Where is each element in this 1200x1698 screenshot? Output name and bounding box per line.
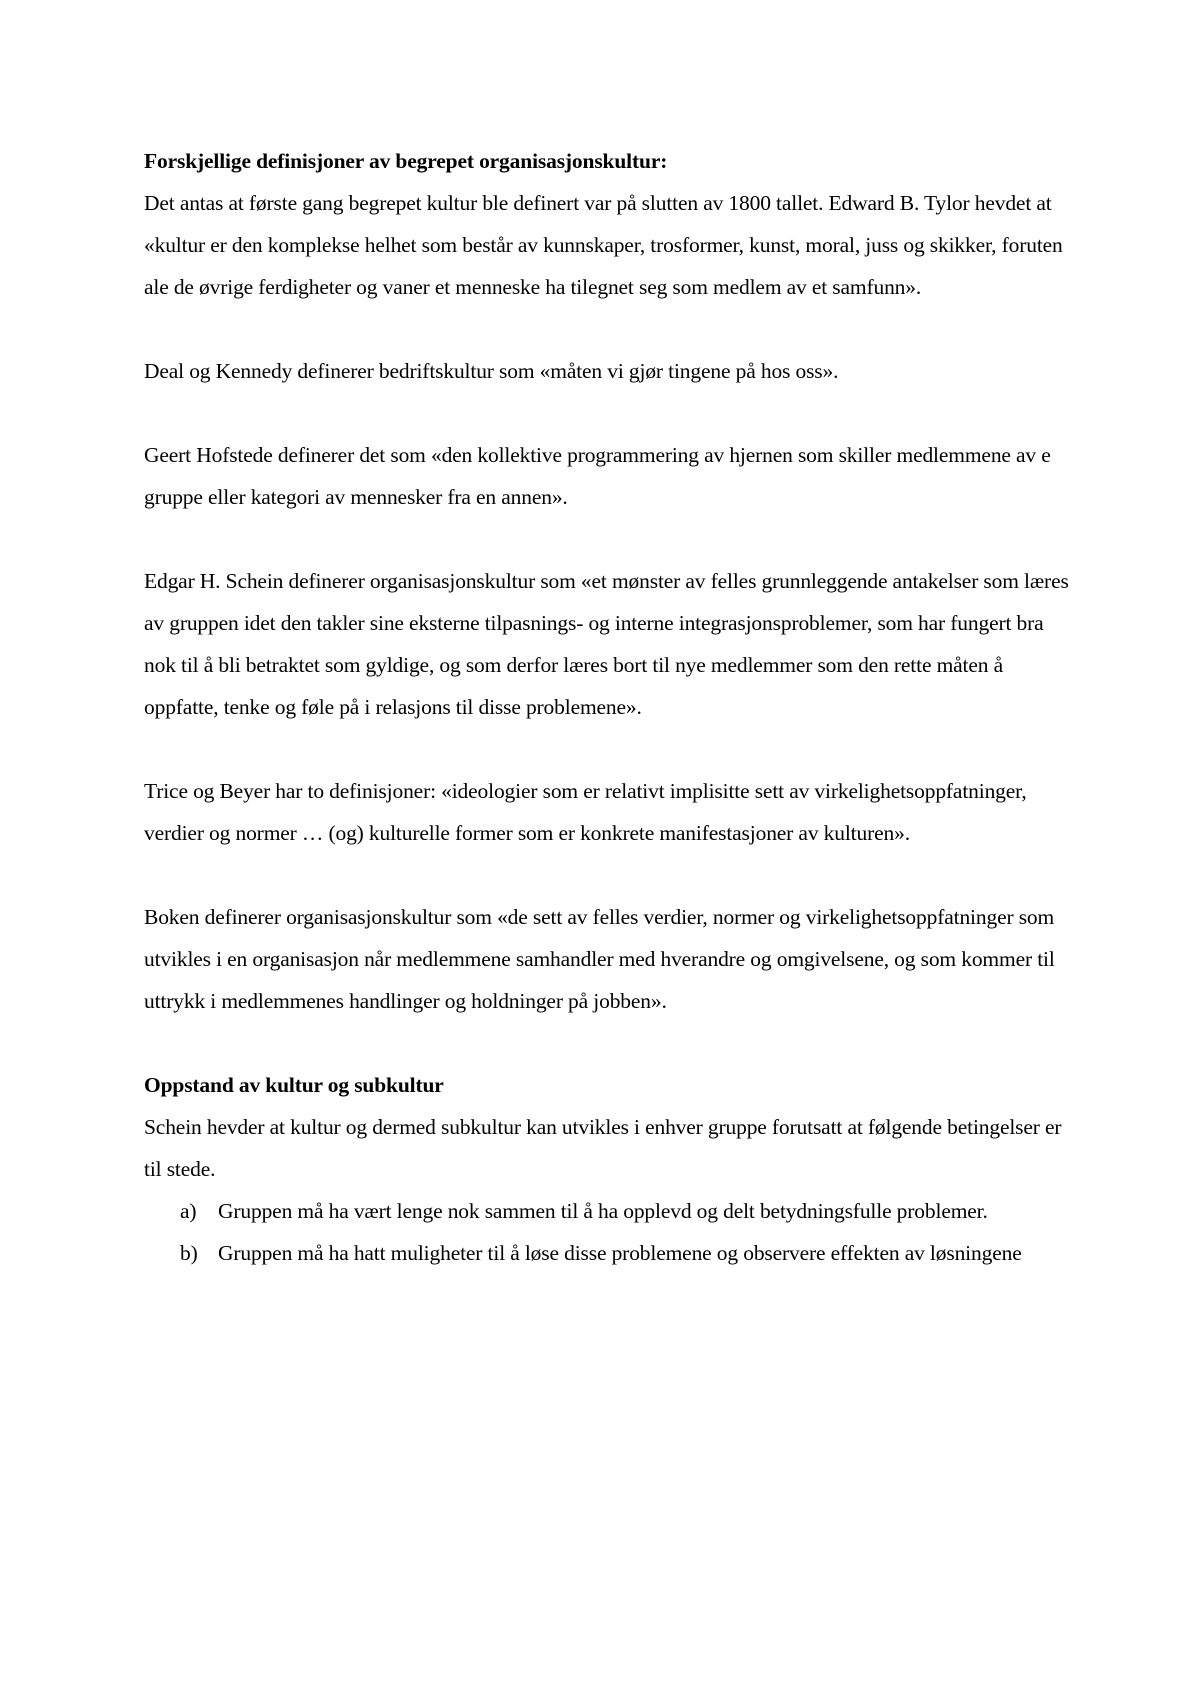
list-marker: b) (180, 1241, 198, 1265)
conditions-list (144, 1190, 1074, 1274)
paragraph-schein-intro: Schein hevder at kultur og dermed subkultur kan utvikles i enhver gruppe forutsatt at følgende betingelser er til stede. (144, 1115, 1062, 1181)
paragraph-hofstede: Geert Hofstede definerer det som «den kollektive programmering av hjernen som skiller medlemmene av e gruppe eller kategori av mennesker fra en annen». (144, 443, 1051, 509)
section-heading-definitions: Forskjellige definisjoner av begrepet organisasjonskultur: (144, 149, 668, 173)
section-heading-subculture: Oppstand av kultur og subkultur (144, 1073, 444, 1097)
list-item-text: Gruppen må ha hatt muligheter til å løse disse problemene og observere effekten av løsningene (218, 1241, 1022, 1265)
paragraph-trice-beyer: Trice og Beyer har to definisjoner: «ideologier som er relativt implisitte sett av virkelighetsoppfatninger, verdier og normer … (og) kulturelle former som er konkrete manifestasjoner av kulturen». (144, 779, 1027, 845)
paragraph-tylor: Det antas at første gang begrepet kultur ble definert var på slutten av 1800 tallet. Edward B. Tylor hevdet at «kultur er den komplekse helhet som består av kunnskaper, trosformer, kunst, moral, juss og skikker, foruten ale de øvrige ferdigheter og vaner et menneske ha tilegnet seg som medlem av et samfunn». (144, 191, 1063, 299)
paragraph-schein: Edgar H. Schein definerer organisasjonskultur som «et mønster av felles grunnleggende antakelser som læres av gruppen idet den takler sine eksterne tilpasnings- og interne integrasjonsproblemer, som har fungert bra nok til å bli betraktet som gyldige, og som derfor læres bort til nye medlemmer som den rette måten å oppfatte, tenke og føle på i relasjons til disse problemene». (144, 569, 1069, 719)
paragraph-boken: Boken definerer organisasjonskultur som «de sett av felles verdier, normer og virkelighetsoppfatninger som utvikles i en organisasjon når medlemmene samhandler med hverandre og omgivelsene, og som kommer til uttrykk i medlemmenes handlinger og holdninger på jobben». (144, 905, 1055, 1013)
document-body (144, 140, 1074, 1274)
list-item-text: Gruppen må ha vært lenge nok sammen til å ha opplevd og delt betydningsfulle problemer. (218, 1199, 988, 1223)
list-marker: a) (180, 1199, 197, 1223)
paragraph-deal-kennedy: Deal og Kennedy definerer bedriftskultur som «måten vi gjør tingene på hos oss». (144, 359, 839, 383)
list-item (144, 1232, 1074, 1274)
list-item (144, 1190, 1074, 1232)
